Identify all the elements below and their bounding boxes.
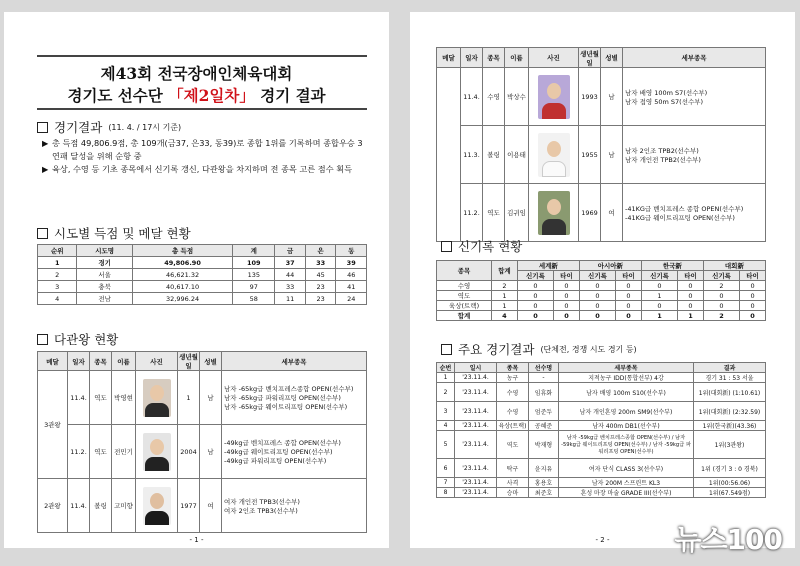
table-row: 11.3. 볼링 이용태 1955 남 남자 2인조 TPB2(선수부) 남자 개인전 TPB2(선수부) — [437, 126, 766, 184]
table-row: 11.2. 역도 전민기 2004 남 -49kg급 벤치프레스 종합 OPEN(선수부) -49kg급 웨이트리프팅 OPEN(선수부) -49kg급 파워리프팅 OPEN(선수부) — [38, 425, 367, 479]
athlete-photo — [538, 133, 570, 177]
section-heading-main: 주요 경기결과 (단체전, 경쟁 시도 경기 등) — [441, 340, 637, 358]
arrow-bullet-icon: ▶ — [42, 164, 49, 174]
table-row: 11.2. 역도 김귀임 1969 여 -41KG급 벤치프레스 종합 OPEN(선수부) -41KG급 웨이트리프팅 OPEN(선수부) — [437, 184, 766, 242]
new-record-table: 종목 합계 세계新 아시아新 한국新 대회新 신기록 타이 신기록 타이 신기록 타이 신기록 타이 수영 2 0 0 0 0 0 0 2 0 역도 1 0 0 0 0 1 0 0 0 육상(트랙) 1 0 0 0 0 0 0 0 0 합계 4 0 0 0 0 1 1 2 0 — [436, 260, 766, 321]
title-rule — [37, 108, 367, 110]
news100-watermark: 뉴스100 — [674, 523, 782, 556]
document-page-2 — [410, 12, 795, 548]
table-row: 1 경기 49,806.90 109 37 33 39 — [38, 257, 367, 269]
checkbox-square-icon — [441, 344, 452, 355]
report-title-line1: 제43회 전국장애인체육대회 — [100, 64, 293, 83]
table-row: 4 '23.11.4. 육상(트랙) 공혜준 남자 400m DB1(선수부) 1위(한국新)(43.36) — [437, 421, 766, 431]
arrow-bullet-icon: ▶ — [42, 138, 49, 148]
section-heading-record: 신기록 현황 — [441, 237, 522, 255]
table-row: 5 '23.11.4. 역도 박재형 남자 -59kg급 벤치프레스종합 OPEN(선수부) / 남자 -59kg급 웨이트리프팅 OPEN(선수부) / 남자 -59kg급 파워리프팅 OPEN(선수부) 1위(3관왕) — [437, 431, 766, 459]
checkbox-square-icon — [37, 228, 48, 239]
page-number: - 1 - — [189, 536, 204, 544]
table-row: 수영 2 0 0 0 0 0 0 2 0 — [437, 281, 766, 291]
checkbox-square-icon — [37, 334, 48, 345]
table-row: 6 '23.11.4. 탁구 윤지유 여자 단식 CLASS 3(선수부) 1위 (경기 3 : 0 경북) — [437, 459, 766, 478]
checkbox-square-icon — [37, 122, 48, 133]
table-row: 3관왕 11.4. 역도 박영현 1 남 남자 -65kg급 벤치프레스종합 OPEN(선수부) 남자 -65kg급 파워리프팅 OPEN(선수부) 남자 -65kg급 웨이트리프팅 OPEN(선수부) — [38, 371, 367, 425]
table-row: 1 '23.11.4. 농구 - 지적농구 IDD(통합선부) 4강 경기 31 : 53 서울 — [437, 373, 766, 383]
bullet-events: ▶ 육상, 수영 등 기초 종목에서 신기록 갱신, 다관왕을 차지하며 전 종목 고른 점수 획득 — [42, 164, 353, 174]
table-row: 2관왕 11.4. 볼링 고미향 1977 여 여자 개인전 TPB3(선수부) 여자 2인조 TPB3(선수부) — [38, 479, 367, 533]
document-page-1 — [4, 12, 389, 548]
table-row: 8 '23.11.4. 승마 최준호 혼성 마장 마술 GRADE III(선수부) 1위(67.549점) — [437, 488, 766, 498]
checkbox-square-icon — [441, 241, 452, 252]
table-row: 7 '23.11.4. 사격 홍용호 남자 200M 스프린트 KL3 1위(00:56.06) — [437, 478, 766, 488]
result-bullets — [42, 137, 367, 176]
section-heading-multi: 다관왕 현황 — [37, 330, 118, 348]
athlete-photo — [538, 75, 570, 119]
table-row: 2 서울 46,621.32 135 44 45 46 — [38, 269, 367, 281]
athlete-photo — [143, 487, 171, 525]
athlete-photo — [143, 379, 171, 417]
table-row: 3 충북 40,617.10 97 33 23 41 — [38, 281, 367, 293]
table-row: 3 '23.11.4. 수영 엄준두 남자 개인혼영 200m SM9(선수부) 1위(대회新) (2:32.59) — [437, 402, 766, 421]
table-row: 11.4. 수영 박상수 1993 남 남자 배영 100m S7(선수부) 남자 접영 50m S7(선수부) — [437, 68, 766, 126]
section-heading-region: 시도별 득점 및 메달 현황 — [37, 224, 191, 242]
main-results-table: 순번 일시 종목 선수명 세부종목 결과 1 '23.11.4. 농구 - 지적농구 IDD(통합선부) 4강 경기 31 : 53 서울 2 '23.11.4. 수영 임휴화 남자 배영 100m S10(선수부) 1위(대회新) (1:10.61) 3 '23.11.4. 수영 엄준두 남자 개인혼영 200m SM9(선수부) 1위(대회新) (2:32.59) 4 '23.11.4. 육상(트랙) 공혜준 남자 400m DB1(선수부) 1위(한국新)(43.36) 5 '23.11.4. 역도 박재형 남자 -59kg급 벤치프레스종합 OPEN(선수부) / 남자 -59kg급 웨이트리프팅 OPEN(선수부) / 남자 -59kg급 파워리프팅 OPEN(선수부) 1위(3관왕) 6 '23.11.4. 탁구 윤지유 여자 단식 CLASS 3(선수부) 1위 (경기 3 : 0 경북) 7 '23.11.4. 사격 홍용호 남자 200M 스프린트 KL3 1위(00:56.06) 8 '23.11.4. 승마 최준호 혼성 마장 마술 GRADE III(선수부) 1위(67.549점) — [436, 362, 766, 498]
section-heading-result: 경기결과 (11. 4. / 17시 기준) — [37, 118, 181, 136]
table-row: 4 전남 32,996.24 58 11 23 24 — [38, 293, 367, 305]
table-row: 육상(트랙) 1 0 0 0 0 0 0 0 0 — [437, 301, 766, 311]
page-number: - 2 - — [595, 536, 610, 544]
multi-medal-table-continued: 메달 일자 종목 이름 사진 생년월일 성별 세부종목 11.4. 수영 박상수 1993 남 남자 배영 100m S7(선수부) 남자 접영 50m S7(선수부) 11.3. 볼링 이용태 1955 남 남자 2인조 TPB2(선수부) 남자 개인전 TPB2(선수부) 11.2. 역도 김귀임 1969 여 -41KG급 벤치프레스 종합 OPEN(선수부) -41KG급 웨이트리프팅 OPEN(선수부) — [436, 47, 766, 242]
region-medal-table: 순위 시도명 총 득점 계 금 은 동 1 경기 49,806.90 109 37 33 39 2 서울 46,621.32 135 44 45 46 3 충북 40,617.10 97 33 23 41 4 전남 32,996.24 58 11 23 24 — [37, 244, 367, 305]
athlete-photo — [538, 191, 570, 235]
table-row: 2 '23.11.4. 수영 임휴화 남자 배영 100m S10(선수부) 1위(대회新) (1:10.61) — [437, 383, 766, 402]
title-rule — [37, 55, 367, 57]
bullet-total: ▶ 총 득점 49,806.9점, 총 109개(금37, 은33, 동39)로 종합 1위를 기록하며 종합우승 3연패 달성을 위해 순항 중 — [42, 138, 363, 161]
table-row: 역도 1 0 0 0 0 1 0 0 0 — [437, 291, 766, 301]
athlete-photo — [143, 433, 171, 471]
multi-medal-table: 메달 일자 종목 이름 사진 생년월일 성별 세부종목 3관왕 11.4. 역도 박영현 1 남 남자 -65kg급 벤치프레스종합 OPEN(선수부) 남자 -65kg급 파워리프팅 OPEN(선수부) 남자 -65kg급 웨이트리프팅 OPEN(선수부) 11.2. 역도 전민기 2004 남 -49kg급 벤치프레스 종합 OPEN(선수부) -49kg급 웨이트리프팅 OPEN(선수부) -49kg급 파워리프팅 OPEN(선수부) 2관왕 11.4. 볼링 고미향 1977 여 여자 개인전 TPB3(선수부) 여자 2인조 TPB3(선수부) — [37, 351, 367, 533]
report-title-line2: 경기도 선수단 「제2일차」 경기 결과 — [67, 86, 326, 105]
table-row: 합계 4 0 0 0 0 1 1 2 0 — [437, 311, 766, 321]
